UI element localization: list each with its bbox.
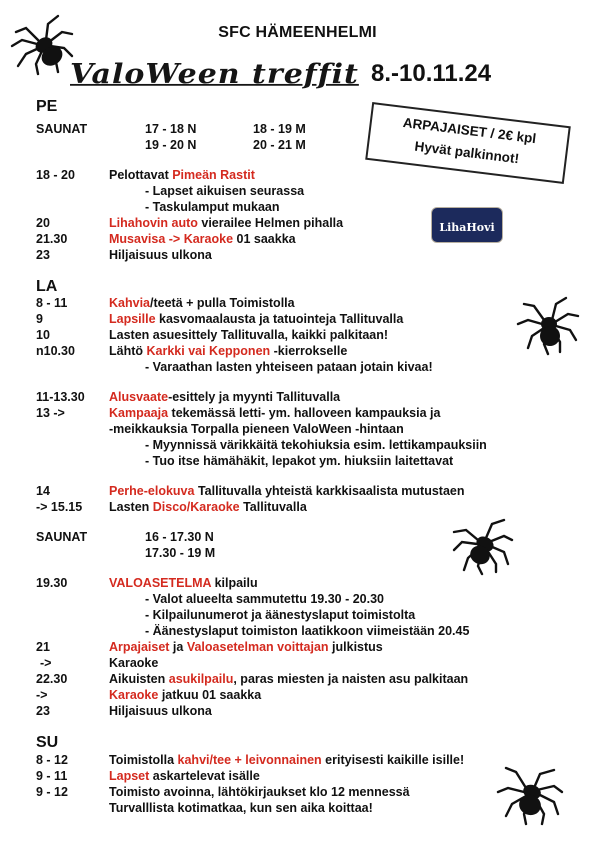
schedule-description: Alusvaate-esittely ja myynti Tallituvalla — [109, 390, 341, 404]
schedule-note: - Lapset aikuisen seurassa — [145, 184, 305, 198]
spider-icon — [8, 10, 76, 78]
schedule-description: Lasten asuesittely Tallituvalla, kaikki palkitaan! — [109, 328, 389, 342]
spider-icon — [514, 290, 582, 358]
sauna-slot: 16 - 17.30 N — [145, 530, 214, 544]
schedule-description: Turvalllista kotimatkaa, kun sen aika koittaa! — [109, 801, 373, 815]
schedule-time: 9 — [36, 312, 43, 326]
schedule-time: 9 - 11 — [36, 769, 68, 783]
schedule-note: - Valot alueelta sammutettu 19.30 - 20.30 — [145, 592, 384, 606]
sauna-slot: 17 - 18 N — [145, 122, 197, 136]
raffle-badge — [365, 102, 571, 184]
sauna-label: SAUNAT — [36, 122, 88, 136]
schedule-description: Hiljaisuus ulkona — [109, 704, 212, 718]
spider-icon — [496, 758, 566, 828]
sauna-label: SAUNAT — [36, 530, 88, 544]
sauna-slot: 19 - 20 N — [145, 138, 197, 152]
schedule-note: - Tuo itse hämähäkit, lepakot ym. hiuksiin laitettavat — [145, 454, 454, 468]
schedule-time: -> 15.15 — [36, 500, 83, 514]
schedule-description: Lihahovin auto vierailee Helmen pihalla — [109, 216, 344, 230]
schedule-time: 9 - 12 — [36, 785, 68, 799]
schedule-time: 10 — [36, 328, 50, 342]
sauna-slot: 17.30 - 19 M — [145, 546, 216, 560]
schedule-time: -> — [40, 656, 52, 670]
schedule-time: 11-13.30 — [36, 390, 85, 404]
event-title: ValoWeen treffit — [70, 58, 359, 91]
event-dates: 8.-10.11.24 — [371, 60, 492, 87]
schedule-description: Toimistolla kahvi/tee + leivonnainen erityisesti kaikille isille! — [109, 753, 465, 767]
lihahovi-logo: LihaHovi — [431, 207, 503, 243]
schedule-description: Karaoke — [109, 656, 159, 670]
schedule-time: -> — [36, 688, 48, 702]
schedule-time: n10.30 — [36, 344, 75, 358]
schedule-description: Lähtö Karkki vai Kepponen -kierrokselle — [109, 344, 348, 358]
day-heading-pe: PE — [36, 98, 58, 115]
day-heading-la: LA — [36, 278, 58, 295]
schedule-note: - Taskulamput mukaan — [145, 200, 280, 214]
schedule-time: 21 — [36, 640, 50, 654]
schedule-description: VALOASETELMA kilpailu — [109, 576, 258, 590]
schedule-time: 19.30 — [36, 576, 68, 590]
schedule-time: 20 — [36, 216, 50, 230]
spider-icon — [448, 510, 516, 578]
schedule-description: -meikkauksia Torpalla pieneen ValoWeen -hintaan — [109, 422, 404, 436]
schedule-time: 8 - 12 — [36, 753, 68, 767]
schedule-note: - Varaathan lasten yhteiseen pataan jotain kivaa! — [145, 360, 433, 374]
schedule-description: Kahvia/teetä + pulla Toimistolla — [109, 296, 295, 310]
schedule-description: Arpajaiset ja Valoasetelman voittajan julkistus — [109, 640, 383, 654]
schedule-description: Perhe-elokuva Tallituvalla yhteistä karkkisaalista mutustaen — [109, 484, 465, 498]
schedule-description: Lapset askartelevat isälle — [109, 769, 260, 783]
schedule-description: Pelottavat Pimeän Rastit — [109, 168, 255, 182]
schedule-note: - Äänestyslaput toimiston laatikkoon viimeistään 20.45 — [145, 624, 470, 638]
schedule-note: - Myynnissä värikkäitä tekohiuksia esim. lettikampauksiin — [145, 438, 487, 452]
schedule-time: 23 — [36, 704, 50, 718]
schedule-description: Karaoke jatkuu 01 saakka — [109, 688, 262, 702]
raffle-badge-line1: ARPAJAISET / 2€ kpl — [402, 114, 537, 147]
raffle-badge-line2: Hyvät palkinnot! — [413, 138, 520, 167]
schedule-time: 13 -> — [36, 406, 65, 420]
schedule-time: 23 — [36, 248, 50, 262]
schedule-description: Musavisa -> Karaoke 01 saakka — [109, 232, 296, 246]
schedule-time: 18 - 20 — [36, 168, 75, 182]
day-heading-su: SU — [36, 734, 59, 751]
schedule-description: Aikuisten asukilpailu, paras miesten ja naisten asu palkitaan — [109, 672, 469, 686]
schedule-time: 22.30 — [36, 672, 68, 686]
schedule-description: Kampaaja tekemässä letti- ym. halloveen kampauksia ja — [109, 406, 441, 420]
sauna-slot: 20 - 21 M — [253, 138, 306, 152]
schedule-note: - Kilpailunumerot ja äänestyslaput toimistolta — [145, 608, 416, 622]
schedule-time: 21.30 — [36, 232, 68, 246]
schedule-time: 8 - 11 — [36, 296, 68, 310]
sauna-slot: 18 - 19 M — [253, 122, 306, 136]
organization-title: SFC HÄMEENHELMI — [218, 24, 377, 41]
schedule-time: 14 — [36, 484, 50, 498]
schedule-description: Lapsille kasvomaalausta ja tatuointeja Tallituvalla — [109, 312, 404, 326]
schedule-description: Hiljaisuus ulkona — [109, 248, 212, 262]
schedule-description: Lasten Disco/Karaoke Tallituvalla — [109, 500, 307, 514]
schedule-description: Toimisto avoinna, lähtökirjaukset klo 12 mennessä — [109, 785, 410, 799]
